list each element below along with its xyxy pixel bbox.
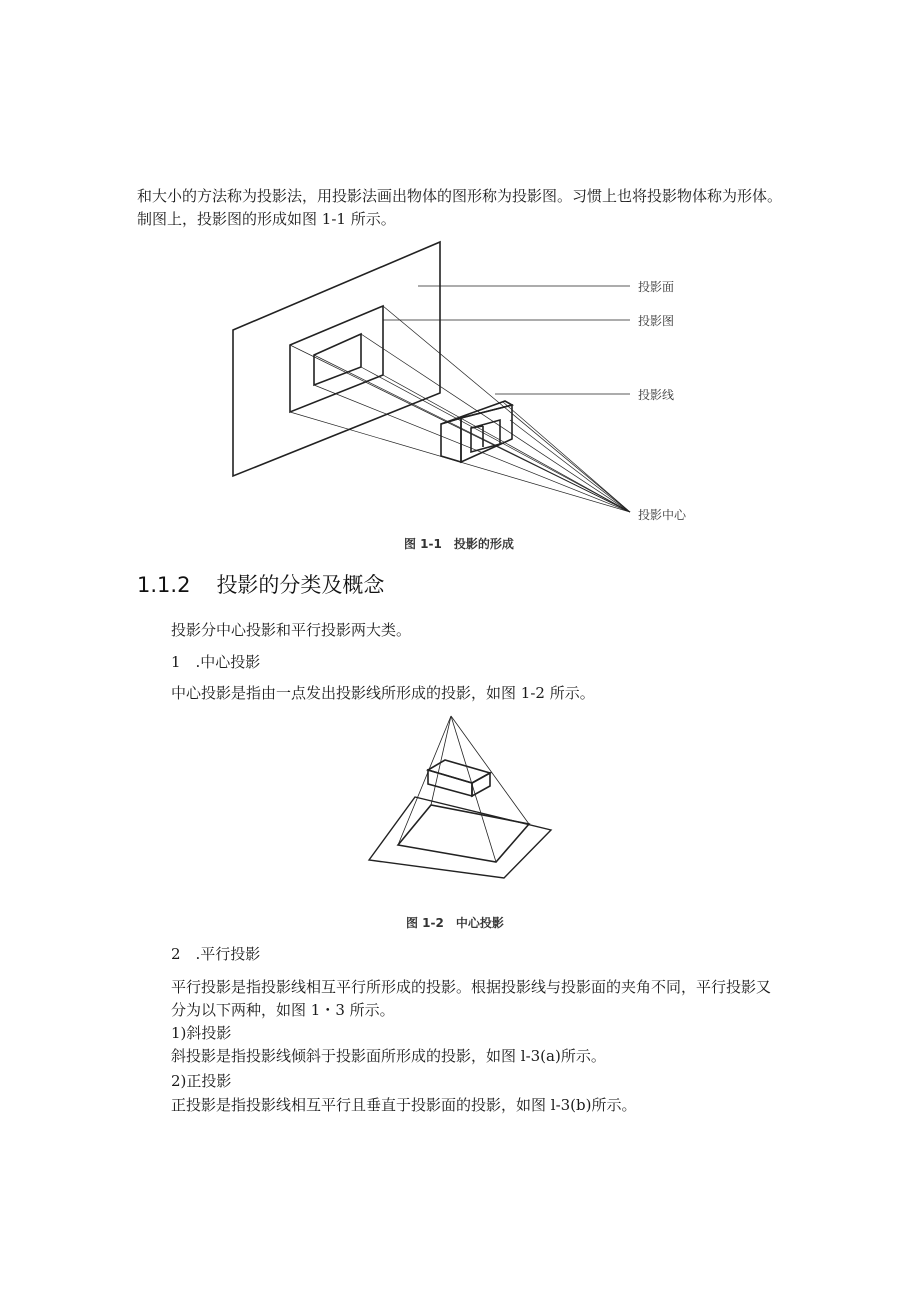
figure-caption: 图 1-1 投影的形成 (404, 537, 514, 551)
item-text-central: 中心投影是指由一点发出投影线所形成的投影，如图 1-2 所示。 (171, 684, 595, 702)
item-title-parallel: 2 .平行投影 (171, 945, 261, 963)
label-projection-plane: 投影面 (638, 280, 675, 294)
item-text-parallel: 分为以下两种，如图 1・3 所示。 (171, 1001, 395, 1019)
section-number: 1.1.2 (137, 573, 191, 597)
item-title-central: 1 .中心投影 (171, 653, 261, 671)
ground-plane (369, 797, 551, 878)
label-projection-image: 投影图 (638, 314, 675, 328)
figure-caption: 图 1-2 中心投影 (406, 916, 504, 930)
section-title: 投影的分类及概念 (216, 573, 385, 597)
projected-shadow (398, 805, 529, 862)
central-rays (398, 716, 529, 862)
paragraph-line: 和大小的方法称为投影法，用投影法画出物体的图形称为投影图。习惯上也将投影物体称为形体。 (137, 187, 783, 205)
subitem-text-orthographic: 正投影是指投影线相互平行且垂直于投影面的投影，如图 l-3(b)所示。 (171, 1096, 637, 1114)
subitem-title-oblique: 1)斜投影 (171, 1024, 232, 1042)
label-projection-center: 投影中心 (638, 508, 687, 522)
subitem-title-orthographic: 2)正投影 (171, 1072, 232, 1090)
item-text-parallel: 平行投影是指投影线相互平行所形成的投影。根据投影线与投影面的夹角不同，平行投影又 (171, 978, 772, 996)
paragraph-intro: 投影分中心投影和平行投影两大类。 (171, 621, 412, 639)
paragraph-line: 制图上，投影图的形成如图 1-1 所示。 (137, 210, 396, 228)
label-projection-rays: 投影线 (638, 388, 675, 402)
subitem-text-oblique: 斜投影是指投影线倾斜于投影面所形成的投影，如图 l-3(a)所示。 (171, 1047, 606, 1065)
